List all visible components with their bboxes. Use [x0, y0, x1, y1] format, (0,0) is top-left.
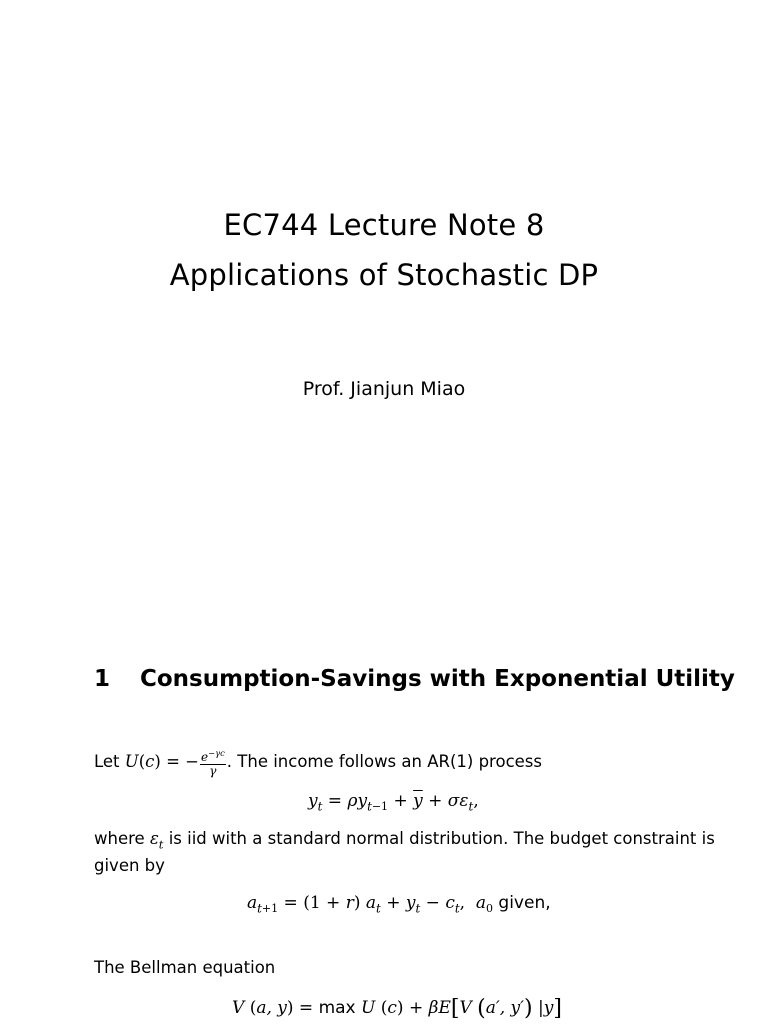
section-number: 1	[94, 666, 111, 692]
utility-formula: U	[124, 752, 139, 771]
bellman-equation: V (a, y) = max U (c) + βE[V (a′, y′) |y]	[232, 996, 562, 1021]
utility-fraction: $\frac{e^{-\gamma c}}{\gamma}$	[200, 748, 225, 778]
where-line-2: given by	[94, 856, 165, 875]
max-operator: max	[318, 998, 356, 1018]
ar1-equation: $y_t = \rho y_{t-1} + \overline{y} + \sigma\varepsilon_t$,	[308, 791, 479, 814]
author: Prof. Jianjun Miao	[302, 378, 466, 400]
given-word: given,	[498, 893, 551, 913]
paragraph-utility: Let U(c) = − $\frac{e^{-\gamma c}}{\gamma}$ . The income follows an AR(1) process	[94, 748, 542, 778]
income-text: . The income follows an AR(1) process	[226, 752, 542, 771]
section-title: Consumption-Savings with Exponential Utility	[140, 666, 735, 692]
bellman-intro: The Bellman equation	[94, 958, 276, 977]
title-line-1: EC744 Lecture Note 8	[223, 208, 545, 242]
where-prefix: where	[94, 829, 145, 848]
where-line-1: is iid with a standard normal distribution. The budget constraint is	[168, 829, 715, 848]
paragraph-where: where $\varepsilon_t$ is iid with a standard normal distribution. The budget constraint is	[94, 829, 715, 852]
budget-constraint-equation: $a_{t+1} = (1 + r) a_t + y_t - c_t$, $a_0$ given,	[247, 893, 551, 916]
section-heading	[94, 666, 735, 692]
title-line-2: Applications of Stochastic DP	[169, 258, 599, 292]
let-word: Let	[94, 752, 120, 771]
